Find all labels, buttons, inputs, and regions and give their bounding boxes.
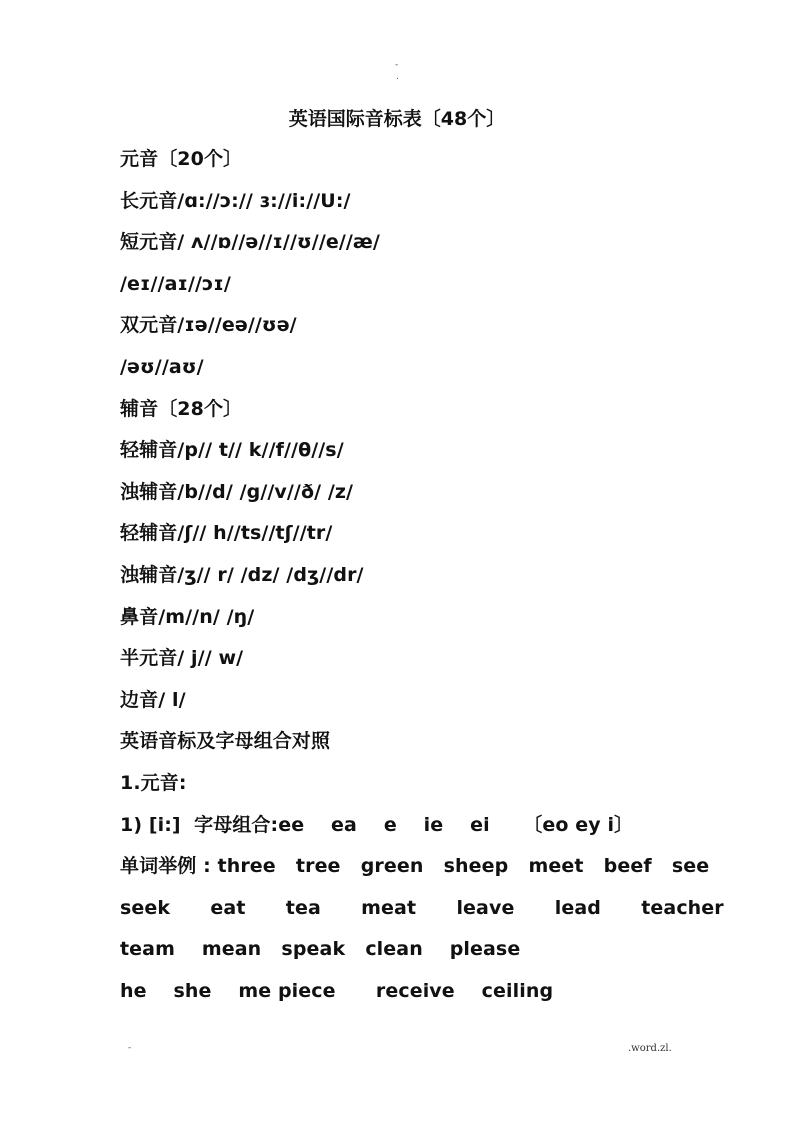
text-line: 浊辅音/b//d/ /g//v//ð/ /z/ xyxy=(120,480,354,503)
text-line: 浊辅音/ʒ// r/ /dz/ /dʒ//dr/ xyxy=(120,563,364,586)
header-mark-top: - xyxy=(395,60,399,70)
text-line: 1) [i:] 字母组合:ee ea e ie ei 〔eo ey i〕 xyxy=(120,813,634,836)
text-line: 双元音/ɪə//eə//ʊə/ xyxy=(120,314,297,337)
text-line: /əʊ//aʊ/ xyxy=(120,355,204,378)
document-body xyxy=(120,146,724,1019)
text-line: 短元音/ ʌ//ɒ//ə//ɪ//ʊ//e//æ/ xyxy=(120,231,380,254)
footer-source: .word.zl. xyxy=(628,1043,672,1054)
footer-left-mark: - xyxy=(128,1043,132,1053)
heading-consonants: 辅音〔28个〕 xyxy=(120,397,243,420)
example-words-line: he she me piece receive ceiling xyxy=(120,979,554,1002)
text-line: 长元音/ɑ://ɔ:// ɜ://i://U:/ xyxy=(120,189,351,212)
text-line: 轻辅音/ʃ// h//ts//tʃ//tr/ xyxy=(120,522,333,545)
page-title: 英语国际音标表〔48个〕 xyxy=(288,108,506,130)
text-line: 轻辅音/p// t// k//f//θ//s/ xyxy=(120,439,344,462)
example-words-line: team mean speak clean please xyxy=(120,938,521,961)
header-mark-bottom: . xyxy=(396,72,399,82)
text-line: 边音/ l/ xyxy=(120,688,186,711)
example-words-line: seek eat tea meat leave lead teacher xyxy=(120,896,724,919)
text-line: /eɪ//aɪ//ɔɪ/ xyxy=(120,272,231,295)
section-heading: 英语音标及字母组合对照 xyxy=(120,730,331,753)
text-line: 鼻音/m//n/ /ŋ/ xyxy=(120,605,255,628)
heading-vowels: 元音〔20个〕 xyxy=(120,148,243,170)
text-line: 半元音/ j// w/ xyxy=(120,647,244,670)
example-words-line: 单词举例 : three tree green sheep meet beef see xyxy=(120,855,710,878)
subsection-heading: 1.元音: xyxy=(120,771,187,794)
